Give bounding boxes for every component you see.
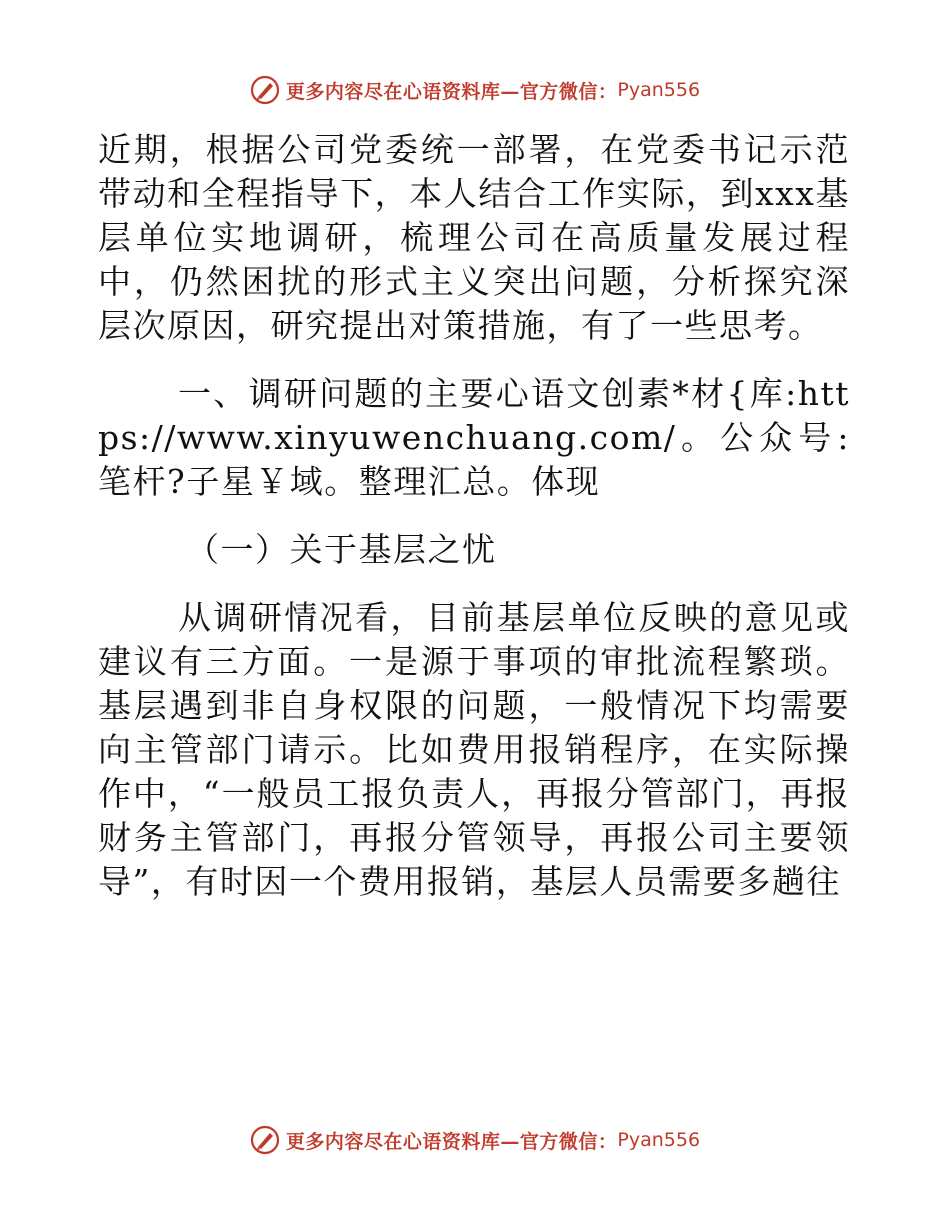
paragraph-findings: 从调研情况看，目前基层单位反映的意见或建议有三方面。一是源于事项的审批流程繁琐。基层遇到非自身权限的问题，一般情况下均需要向主管部门请示。比如费用报销程序，在实际操作中，“一般员工报负责人，再报分管部门，再报财务主管部门，再报分管领导，再报公司主要领导”，有时因一个费用报销，基层人员需要多趟往	[98, 598, 850, 901]
heading-subsection-1: （一）关于基层之忧	[186, 530, 497, 569]
paragraph-intro: 近期，根据公司党委统一部署，在党委书记示范带动和全程指导下，本人结合工作实际，到xxx基层单位实地调研，梳理公司在高质量发展过程中，仍然困扰的形式主义突出问题，分析探究深层次原因，研究提出对策措施，有了一些思考。	[98, 130, 850, 345]
document-body	[98, 128, 850, 904]
quill-pen-icon	[250, 75, 280, 105]
banner-contact: Pyan556	[617, 79, 701, 101]
banner-contact: Pyan556	[617, 1129, 701, 1151]
quill-pen-icon	[250, 1125, 280, 1155]
banner-text: 更多内容尽在心语资料库—官方微信：	[285, 1130, 618, 1153]
heading-section-1: 一、调研问题的主要心语文创素*材{库:https://www.xinyuwenchuang.com/。公众号: 笔杆?子星￥域。整理汇总。体现	[98, 374, 850, 501]
banner-text: 更多内容尽在心语资料库—官方微信：	[285, 80, 618, 103]
footer-banner	[0, 1122, 950, 1158]
header-banner	[0, 72, 950, 108]
